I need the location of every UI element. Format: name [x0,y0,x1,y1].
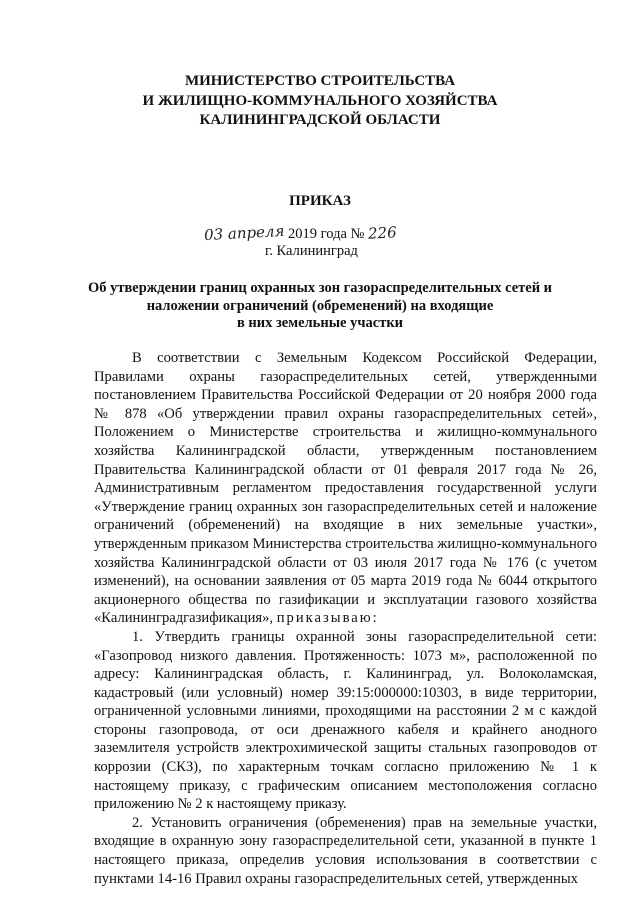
order-subject [0,280,640,333]
handwritten-date: 03 апреля [203,221,285,245]
ministry-line-3: КАЛИНИНГРАДСКОЙ ОБЛАСТИ [199,112,441,128]
preamble-text: В соответствии с Земельным Кодексом Российской Федерации, Правилами охраны газораспределительных сетей, утвержденными постановлением Правительства Российской Федерации от 20 ноября 2000 года № 878 «Об утверждении правил охраны газораспределительных сетей», Положением о Министерстве строительства и жилищно-коммунального хозяйства Калининградской области, утвержденным постановлением Правительства Калининградской области от 01 февраля 2017 года № 26, Административным регламентом предоставления государственной услуги «Утверждение границ охранных зон газораспределительных сетей и наложение ограничений (обременений) на входящие в них земельные участки», утвержденным приказом Министерства строительства жилищно-коммунального хозяйства Калининградской области от 03 июля 2017 года № 176 (с учетом изменений), на основании заявления от 05 марта 2019 года № 6044 открытого акционерного общества по газификации и эксплуатации газового хозяйства «Калининградгазификация», [94,350,597,627]
handwritten-number: 226 [367,223,398,243]
item-1-paragraph: 1. Утвердить границы охранной зоны газораспределительной сети: «Газопровод низкого давления. Протяженность: 1073 м», расположенной по адресу: Калининградская область, г. Калининград, ул. Волоколамская, кадастровый (или условный) номер 39:15:000000:10303, в виде территории, ограниченной условными линиями, проходящими на расстоянии 2 м с каждой стороны газопровода, от оси дренажного кабеля и крайнего анодного заземлителя устройств электрохимической защиты стальных газопроводов от коррозии (СКЗ), по характерным точкам согласно приложению № 1 к настоящему приказу, с графическим описанием местоположения согласно приложению № 2 к настоящему приказу. [94,628,597,813]
order-title: ПРИКАЗ [289,193,351,209]
ministry-header [0,72,640,131]
subject-line-1: Об утверждении границ охранных зон газораспределительных сетей и [87,280,553,296]
order-body [94,349,597,888]
item-2-paragraph: 2. Установить ограничения (обременения) прав на земельные участки, входящие в охранную зону газораспределительной сети, указанной в пункте 1 настоящего приказа, определив условия использования в соответствии с пунктами 14-16 Правил охраны газораспределительных сетей, утвержденных [94,814,597,887]
order-date-number [203,221,504,245]
order-word: приказываю: [276,610,379,627]
order-city: г. Калининград [265,243,358,259]
ministry-line-1: МИНИСТЕРСТВО СТРОИТЕЛЬСТВА [184,73,456,89]
preamble-paragraph [94,349,597,628]
ministry-line-2: И ЖИЛИЩНО-КОММУНАЛЬНОГО ХОЗЯЙСТВА [142,92,498,109]
subject-line-3: в них земельные участки [236,315,404,331]
order-year-text: 2019 года № [284,226,368,242]
subject-line-2: наложении ограничений (обременений) на входящие [146,297,494,314]
